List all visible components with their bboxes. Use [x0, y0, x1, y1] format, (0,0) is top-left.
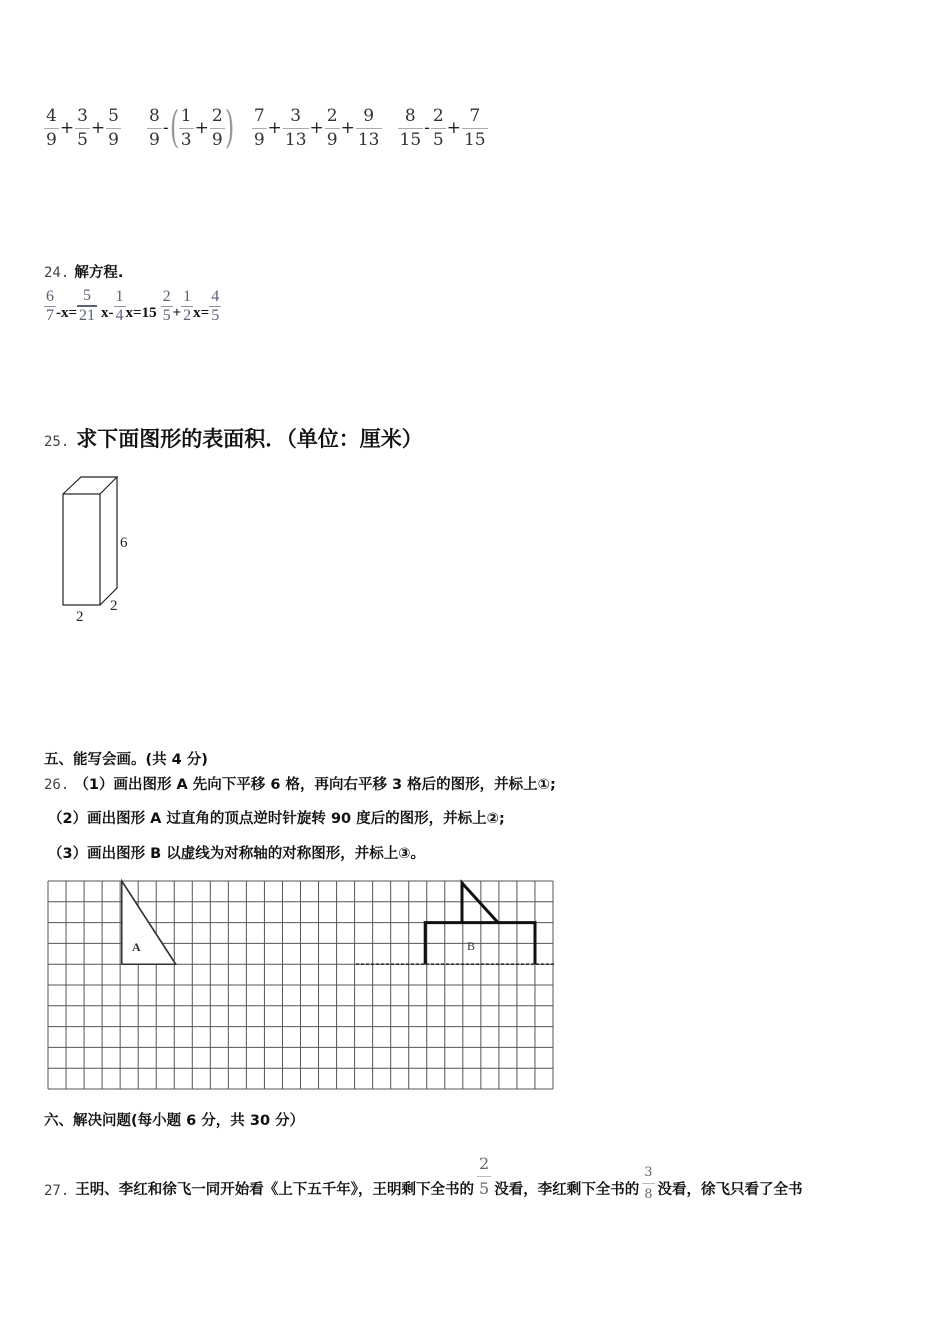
equation-text: -x= [56, 304, 78, 321]
fraction [477, 1156, 491, 1197]
operator: + [446, 118, 461, 138]
operator: + [59, 118, 75, 138]
fraction [642, 1166, 654, 1201]
question-text: 没看，徐飞只看了全书 [657, 1182, 803, 1198]
right-paren: ) [224, 102, 234, 153]
question-26-part-3: （3）画出图形 B 以虚线为对称轴的对称图形，并标上③。 [48, 846, 426, 862]
denominator: 5 [162, 306, 171, 324]
operator: + [194, 118, 209, 138]
numerator: 2 [162, 287, 171, 305]
denominator: 9 [46, 129, 57, 150]
denominator: 13 [357, 129, 380, 150]
denominator: 5 [211, 306, 220, 324]
width-label: 2 [76, 609, 84, 625]
denominator: 15 [463, 129, 486, 150]
operator: + [267, 118, 282, 138]
numerator: 2 [326, 105, 338, 126]
section-6-title: 六、解决问题(每小题 6 分，共 30 分） [44, 1113, 305, 1129]
numerator: 1 [115, 287, 124, 305]
numerator: 1 [183, 287, 192, 305]
depth-label: 2 [110, 598, 118, 614]
denominator: 9 [108, 129, 119, 150]
question-number: 26. [44, 777, 70, 793]
question-text: 没看，李红剩下全书的 [494, 1182, 640, 1198]
denominator: 8 [644, 1187, 653, 1202]
equation-text: + [172, 304, 182, 321]
numerator: 8 [148, 105, 160, 126]
numerator: 9 [363, 105, 375, 126]
numerator: 8 [404, 105, 416, 126]
question-title: 求下面图形的表面积．（单位：厘米） [76, 427, 423, 451]
numerator: 2 [211, 105, 223, 126]
numerator: 2 [432, 105, 444, 126]
numerator: 3 [644, 1165, 653, 1180]
denominator: 5 [432, 129, 444, 150]
numerator: 1 [180, 105, 192, 126]
height-label: 6 [120, 535, 128, 551]
denominator: 2 [183, 306, 192, 324]
numerator: 3 [290, 105, 302, 126]
question-number: 25. [44, 434, 70, 450]
equation-text: x=15 [125, 304, 157, 321]
numerator: 2 [479, 1154, 490, 1173]
question-number: 27. [44, 1183, 70, 1199]
numerator: 7 [253, 105, 265, 126]
denominator: 3 [180, 129, 192, 150]
denominator: 13 [284, 129, 307, 150]
operator: - [162, 118, 169, 138]
question-26-part-2: （2）画出图形 A 过直角的顶点逆时针旋转 90 度后的图形，并标上②; [48, 811, 505, 827]
operator: + [309, 118, 324, 138]
denominator: 9 [211, 129, 223, 150]
left-paren: ( [169, 102, 179, 153]
question-title: 解方程. [74, 265, 124, 281]
equation-text: x= [193, 304, 210, 321]
denominator: 7 [46, 306, 54, 324]
denominator: 5 [479, 1179, 490, 1198]
numerator: 5 [83, 287, 92, 304]
question-27 [44, 1154, 803, 1202]
section-5-title: 五、能写会画。(共 4 分) [44, 752, 208, 768]
numerator: 3 [77, 105, 88, 126]
shape-b [425, 883, 535, 964]
question-number: 24. [44, 265, 70, 281]
operator: + [90, 118, 106, 138]
denominator: 15 [399, 129, 422, 150]
operator: - [424, 118, 430, 138]
numerator: 6 [46, 287, 54, 305]
instruction-text: （1）画出图形 A 先向下平移 6 格，再向右平移 3 格后的图形，并标上①; [74, 777, 556, 793]
question-text: 王明、李红和徐飞一同开始看《上下五千年》，王明剩下全书的 [75, 1182, 475, 1198]
denominator: 9 [148, 129, 160, 150]
shape-b-label: B [467, 939, 476, 953]
denominator: 9 [253, 129, 265, 150]
denominator: 9 [326, 129, 338, 150]
numerator: 4 [46, 105, 57, 126]
numerator: 7 [469, 105, 481, 126]
denominator: 21 [79, 307, 96, 324]
operator: + [340, 118, 355, 138]
shape-a-label: A [132, 940, 141, 954]
denominator: 5 [77, 129, 88, 150]
numerator: 4 [211, 287, 220, 305]
numerator: 5 [108, 105, 119, 126]
equation-text: x- [101, 304, 114, 321]
denominator: 4 [115, 306, 124, 324]
